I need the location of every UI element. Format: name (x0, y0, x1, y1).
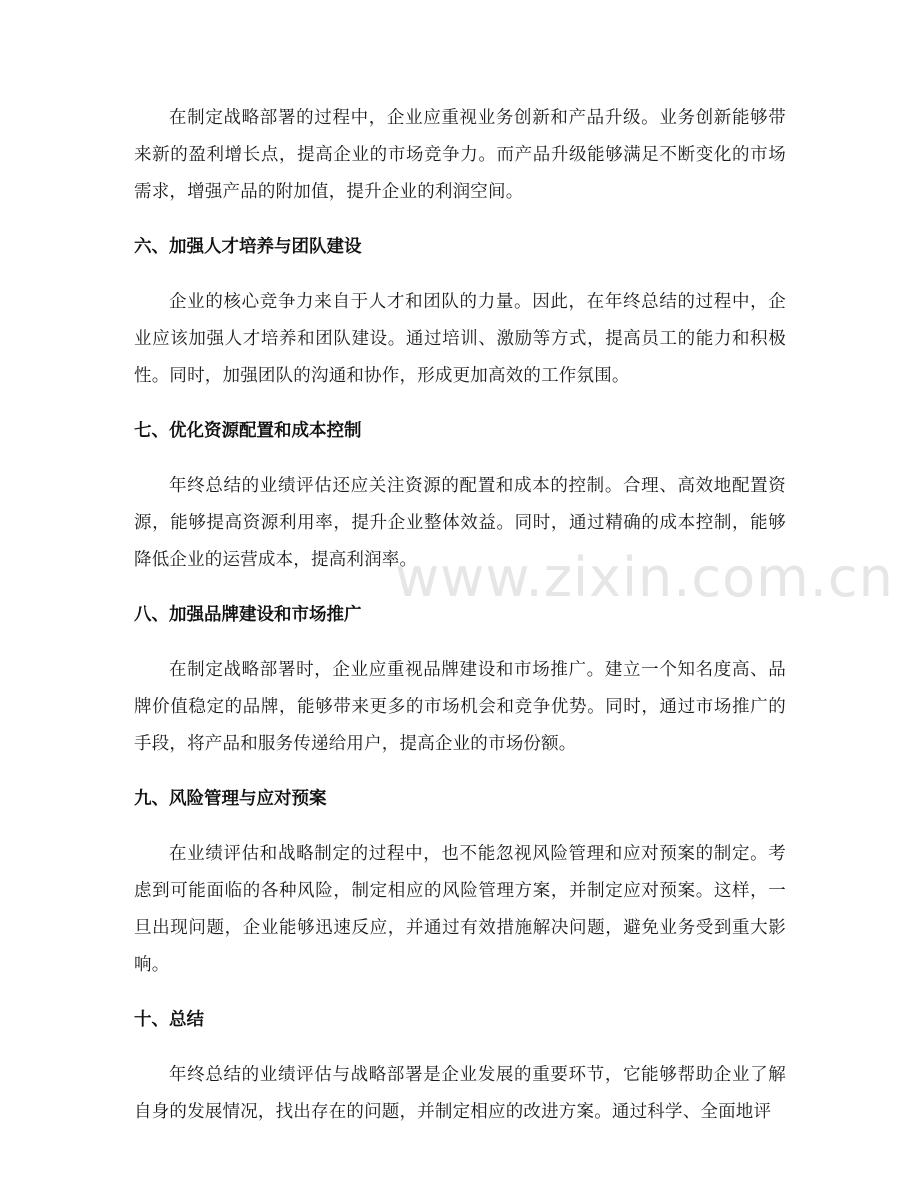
paragraph-summary: 年终总结的业绩评估与战略部署是企业发展的重要环节，它能够帮助企业了解自身的发展情况，找出存在的问题，并制定相应的改进方案。通过科学、全面地评 (134, 1065, 786, 1122)
paragraph-brand: 在制定战略部署时，企业应重视品牌建设和市场推广。建立一个知名度高、品牌价值稳定的品牌，能够带来更多的市场机会和竞争优势。同时，通过市场推广的手段，将产品和服务传递给用户，提高企业的市场份额。 (134, 660, 786, 754)
paragraph-risk: 在业绩评估和战略制定的过程中，也不能忽视风险管理和应对预案的制定。考虑到可能面临的各种风险，制定相应的风险管理方案，并制定应对预案。这样，一旦出现问题，企业能够迅速反应，并通过有效措施解决问题，避免业务受到重大影响。 (134, 844, 786, 975)
section-heading-risk: 九、风险管理与应对预案 (134, 789, 327, 809)
paragraph-resources: 年终总结的业绩评估还应关注资源的配置和成本的控制。合理、高效地配置资源，能够提高资源利用率，提升企业整体效益。同时，通过精确的成本控制，能够降低企业的运营成本，提高利润率。 (134, 476, 786, 570)
paragraph-talent: 企业的核心竞争力来自于人才和团队的力量。因此，在年终总结的过程中，企业应该加强人才培养和团队建设。通过培训、激励等方式，提高员工的能力和积极性。同时，加强团队的沟通和协作，形成更加高效的工作氛围。 (134, 292, 786, 386)
section-heading-brand: 八、加强品牌建设和市场推广 (134, 605, 362, 625)
section-heading-summary: 十、总结 (134, 1010, 204, 1030)
watermark-text: www.zixin.com.cn (395, 546, 894, 609)
section-heading-resources: 七、优化资源配置和成本控制 (134, 421, 362, 441)
section-heading-talent: 六、加强人才培养与团队建设 (134, 237, 362, 257)
paragraph-innovation: 在制定战略部署的过程中，企业应重视业务创新和产品升级。业务创新能够带来新的盈利增长点，提高企业的市场竞争力。而产品升级能够满足不断变化的市场需求，增强产品的附加值，提升企业的利润空间。 (134, 108, 786, 202)
